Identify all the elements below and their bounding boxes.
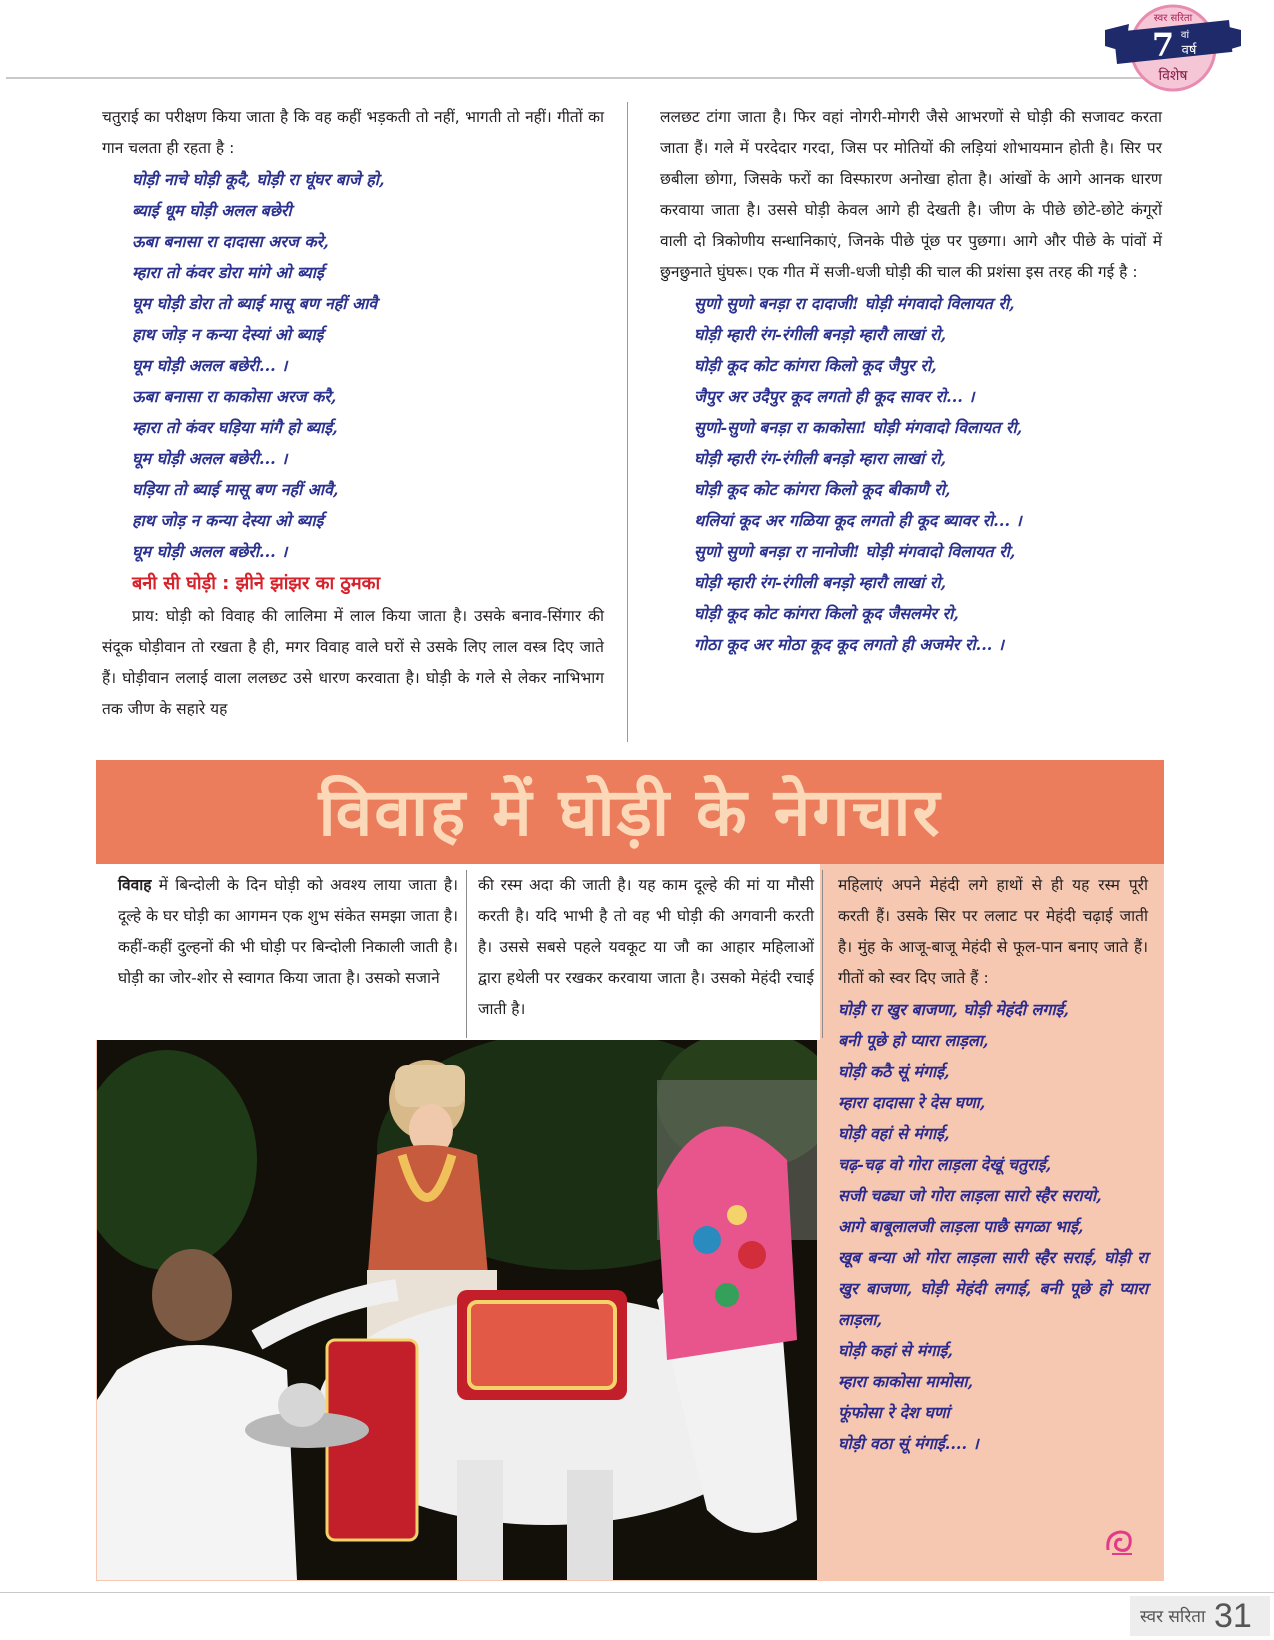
end-mark-icon	[1102, 1524, 1138, 1560]
page-footer	[1130, 1596, 1270, 1636]
section-subheading: बनी सी घोड़ी : झीने झांझर का ठुमका	[132, 573, 381, 594]
anniversary-badge	[1105, 4, 1241, 96]
feature-column-2: की रस्म अदा की जाती है। यह काम दूल्हे की मां या मौसी करती है। यदि भाभी है तो वह भी घोड़ी की अगवानी करती है। उससे सबसे पहले यवकूट या जौ का आहार महिलाओं द्वारा हथेली पर रखकर करवाया जाता है। उसको मेहंदी रचाई जाती है।	[478, 876, 814, 1018]
bottom-rule	[0, 1592, 1274, 1593]
svg-text:विशेष: विशेष	[1158, 68, 1188, 84]
svg-text:वां: वां	[1180, 30, 1190, 41]
footer-brand: स्वर सरिता	[1140, 1607, 1206, 1627]
feature-title: विवाह में घोड़ी के नेगचार	[318, 773, 942, 851]
left-para-1: चतुराई का परीक्षण किया जाता है कि वह कहीं भड़कती तो नहीं, भागती तो नहीं। गीतों का गान चलता ही रहता है :	[102, 108, 604, 157]
svg-text:7: 7	[1151, 26, 1175, 64]
left-column	[102, 102, 604, 725]
right-verse: सुणो सुणो बनड़ा रा दादाजी! घोड़ी मंगवादो विलायत री, घोड़ी म्हारी रंग-रंगीली बनड़ो म्हारौ लाखां रो, घोड़ी कूद कोट कांगरा किलो कूद जैपुर रो, जैपुर अर उदैपुर कूद लगतो ही कूद सावर रो... । सुणो-सुणो बनड़ा रा काकोसा! घोड़ी मंगवादो विलायत री, घोड़ी म्हारी रंग-रंगीली बनड़ो म्हारा लाखां रो, घोड़ी कूद कोट कांगरा किलो कूद बीकाणै रो, थलियां कूद अर गळिया कूद लगतो ही कूद ब्यावर रो... । सुणो सुणो बनड़ा रा नानोजी! घोड़ी मंगवादो विलायत री, घोड़ी म्हारी रंग-रंगीली बनड़ो म्हारौ लाखां रो, घोड़ी कूद कोट कांगरा किलो कूद जैसलमेर रो, गोठा कूद अर मोठा कूद कूद लगतो ही अजमेर रो... ।	[694, 294, 1023, 654]
column-divider	[627, 102, 628, 742]
page-number: 31	[1214, 1597, 1252, 1635]
right-para-1: ललछट टांगा जाता है। फिर वहां नोगरी-मोगरी जैसे आभरणों से घोड़ी की सजावट करता जाता हैं। गले में परदेदार गरदा, जिस पर मोतियों की लड़ियां शोभायमान होती है। सिर पर छबीला छोगा, जिसके फरों का विस्फारण अनोखा होता है। आंखों के आगे आनक धारण करवाया जाता है। उससे घोड़ी केवल आगे ही देखती है। जीण के पीछे छोटे-छोटे कंगूरों वाली दो त्रिकोणीय सन्धानिकाएं, जिनके पीछे पूंछ पर पुछगा। आगे और पीछे के पांवों में छुनछुनाते घुंघरू। एक गीत में सजी-धजी घोड़ी की चाल की प्रशंसा इस तरह की गई है :	[660, 108, 1162, 281]
feature-column-3-text: महिलाएं अपने मेहंदी लगे हाथों से ही यह रस्म पूरी करती हैं। उसके सिर पर ललाट पर मेहंदी चढ़ाई जाती है। मुंह के आजू-बाजू मेहंदी से फूल-पान बनाए जाते हैं। गीतों को स्वर दिए जाते हैं :	[838, 876, 1148, 987]
feature-divider-2	[822, 870, 823, 1038]
top-rule	[6, 77, 1166, 79]
wedding-horse-photo	[97, 1040, 817, 1580]
left-para-2: प्राय: घोड़ी को विवाह की लालिमा में लाल किया जाता है। उसके बनाव-सिंगार की संदूक घोड़ीवान तो रखता है ही, मगर विवाह वाले घरों से उसके लिए लाल वस्त्र दिए जाते हैं। घोड़ीवान ललाई वाला ललछट उसे धारण करवाता है। घोड़ी के गले से लेकर नाभिभाग तक जीण के सहारे यह	[102, 607, 604, 718]
feature-banner	[96, 760, 1164, 864]
right-column	[660, 102, 1162, 660]
feature-column-3	[838, 870, 1148, 1459]
svg-text:स्वर सरिता: स्वर सरिता	[1153, 13, 1193, 24]
feature-verse: घोड़ी रा खुर बाजणा, घोड़ी मेहंदी लगाई, बनी पूछे हो प्यारा लाड़ला, घोड़ी कठै सूं मंगाई, म्हारा दादासा रे देस घणा, घोड़ी वहां से मंगाई, चढ़-चढ़ वो गोरा लाड़ला देखूं चतुराई, सजी चढ्या जो गोरा लाड़ला सारो स्हैर सरायो, आगे बाबूलालजी लाड़ला पाछै सगळा भाई, खूब बन्या ओ गोरा लाड़ला सारी स्हैर सराई, घोड़ी रा खुर बाजणा, घोड़ी मेहंदी लगाई, बनी पूछे हो प्यारा लाड़ला, घोड़ी कहां से मंगाई, म्हारा काकोसा मामोसा, फूंफोसा रे देश घणां घोड़ी वठा सूं मंगाई.... ।	[838, 1000, 1148, 1453]
feature-column-1: विवाह में बिन्दोली के दिन घोड़ी को अवश्य लाया जाता है। दूल्हे के घर घोड़ी का आगमन एक शुभ संकेत समझा जाता है। कहीं-कहीं दुल्हनों की भी घोड़ी पर बिन्दोली निकाली जाती है। घोड़ी का जोर-शोर से स्वागत किया जाता है। उसको सजाने	[118, 876, 458, 987]
feature-divider-1	[466, 870, 467, 1038]
left-verse: घोड़ी नाचे घोड़ी कूदै, घोड़ी रा घूंघर बाजे हो, ब्याई धूम घोड़ी अलल बछेरी ऊबा बनासा रा दादासा अरज करे, म्हारा तो कंवर डोरा मांगे ओ ब्याई घूम घोड़ी डोरा तो ब्याई मासू बण नहीं आवै हाथ जोड़ न कन्या देस्यां ओ ब्याई घूम घोड़ी अलल बछेरी... । ऊबा बनासा रा काकोसा अरज करै, म्हारा तो कंवर घड़िया मांगै हो ब्याई, घूम घोड़ी अलल बछेरी... । घड़िया तो ब्याई मासू बण नहीं आवै, हाथ जोड़ न कन्या देस्या ओ ब्याई घूम घोड़ी अलल बछेरी... ।	[132, 170, 385, 561]
svg-text:वर्ष: वर्ष	[1181, 43, 1197, 58]
